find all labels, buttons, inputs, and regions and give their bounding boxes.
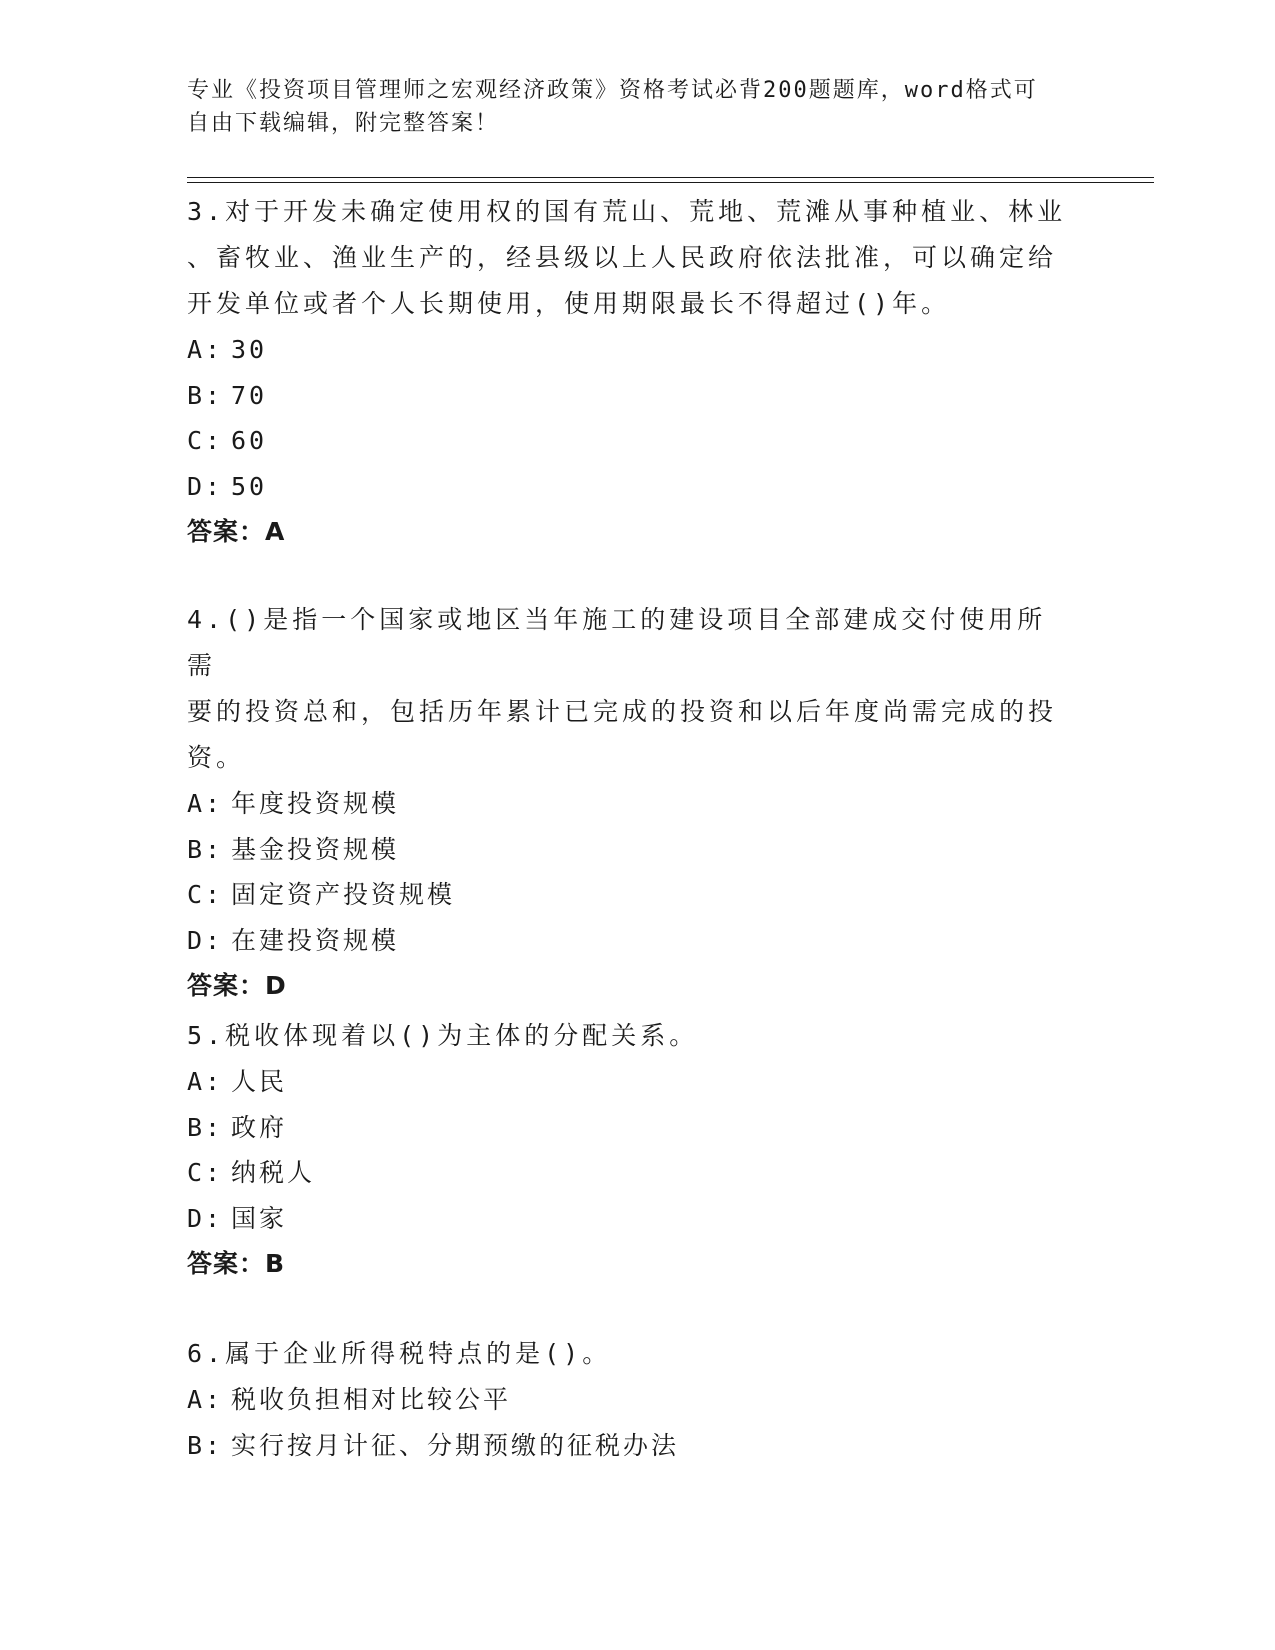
option-text: 纳税人 xyxy=(231,1158,316,1187)
option-key: C: xyxy=(187,880,224,909)
stem-line: 4.()是指一个国家或地区当年施工的建设项目全部建成交付使用所需 xyxy=(187,605,1047,680)
stem-line: 6.属于企业所得税特点的是()。 xyxy=(187,1339,612,1368)
option-key: C: xyxy=(187,426,224,455)
answer: 答案：B xyxy=(187,1249,286,1278)
header-divider-bottom xyxy=(187,182,1154,183)
option-key: B: xyxy=(187,1112,224,1142)
option-text: 在建投资规模 xyxy=(231,925,400,955)
question-3 xyxy=(187,189,1067,555)
stem-line: 资。 xyxy=(187,743,246,772)
option-b xyxy=(187,1105,1067,1151)
stem-line: 要的投资总和，包括历年累计已完成的投资和以后年度尚需完成的投 xyxy=(187,697,1058,726)
stem-line: 5.税收体现着以()为主体的分配关系。 xyxy=(187,1021,699,1050)
option-text: 固定资产投资规模 xyxy=(231,880,456,909)
document-header xyxy=(187,74,1067,140)
option-text: 国家 xyxy=(231,1203,288,1233)
option-key: A: xyxy=(187,789,224,818)
option-key: A: xyxy=(187,335,224,364)
question-stem xyxy=(187,597,1067,781)
stem-line: 、畜牧业、渔业生产的，经县级以上人民政府依法批准，可以确定给 xyxy=(187,243,1058,272)
option-d xyxy=(187,464,1067,510)
question-stem xyxy=(187,1331,1067,1377)
option-text: 年度投资规模 xyxy=(231,789,400,818)
stem-line: 开发单位或者个人长期使用，使用期限最长不得超过()年。 xyxy=(187,289,951,318)
answer: 答案：A xyxy=(187,517,286,546)
option-key: B: xyxy=(187,380,224,410)
stem-line: 3.对于开发未确定使用权的国有荒山、荒地、荒滩从事种植业、林业 xyxy=(187,197,1067,226)
option-text: 实行按月计征、分期预缴的征税办法 xyxy=(231,1430,680,1460)
question-5 xyxy=(187,1013,1067,1287)
option-key: D: xyxy=(187,471,224,501)
option-key: C: xyxy=(187,1158,224,1187)
question-4 xyxy=(187,597,1067,1009)
option-text: 70 xyxy=(231,380,268,410)
option-a xyxy=(187,1377,1067,1423)
option-c xyxy=(187,418,1067,464)
option-text: 政府 xyxy=(231,1112,288,1142)
option-key: A: xyxy=(187,1385,224,1414)
option-key: D: xyxy=(187,925,224,955)
option-b xyxy=(187,827,1067,873)
header-divider-top xyxy=(187,177,1154,178)
answer: 答案：D xyxy=(187,971,287,1000)
option-a xyxy=(187,781,1067,827)
header-line-1: 专业《投资项目管理师之宏观经济政策》资格考试必背200题题库，word格式可 xyxy=(187,78,1038,103)
option-c xyxy=(187,1150,1067,1196)
option-d xyxy=(187,918,1067,964)
option-key: D: xyxy=(187,1203,224,1233)
question-stem xyxy=(187,189,1067,327)
option-text: 30 xyxy=(231,335,268,364)
option-key: B: xyxy=(187,834,224,864)
option-a xyxy=(187,327,1067,373)
option-b xyxy=(187,1423,1067,1469)
question-stem xyxy=(187,1013,1067,1059)
option-a xyxy=(187,1059,1067,1105)
header-line-2: 自由下载编辑，附完整答案！ xyxy=(187,111,500,136)
option-text: 税收负担相对比较公平 xyxy=(231,1385,512,1414)
option-text: 基金投资规模 xyxy=(231,834,400,864)
option-key: A: xyxy=(187,1067,224,1096)
option-c xyxy=(187,872,1067,918)
option-text: 60 xyxy=(231,426,268,455)
option-text: 人民 xyxy=(231,1067,288,1096)
question-6 xyxy=(187,1331,1067,1468)
option-text: 50 xyxy=(231,471,268,501)
option-d xyxy=(187,1196,1067,1242)
option-key: B: xyxy=(187,1430,224,1460)
option-b xyxy=(187,373,1067,419)
